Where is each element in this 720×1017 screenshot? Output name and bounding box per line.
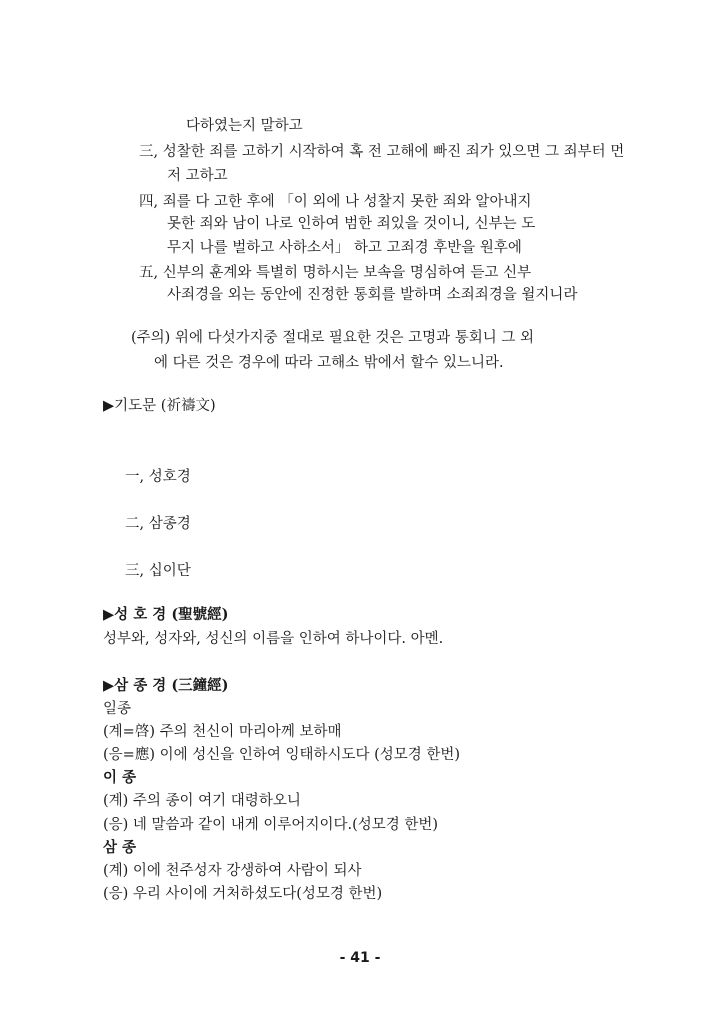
text-line: (계=啓) 주의 천신이 마리아께 보하매 [103, 724, 342, 740]
text-line: (계) 이에 천주성자 강생하여 사람이 되사 [103, 863, 362, 879]
text-line: 저 고하고 [167, 168, 228, 184]
text-line: 五, 신부의 훈계와 특별히 명하시는 보속을 명심하여 듣고 신부 [139, 265, 532, 281]
section-heading: ▶성 호 경 (聖號經) [103, 606, 229, 623]
text-line: 무지 나를 벌하고 사하소서」 하고 고죄경 후반을 원후에 [167, 240, 522, 256]
list-item: 二, 삼종경 [125, 516, 191, 532]
subheading: 이 종 [103, 769, 137, 786]
text-line: 에 다른 것은 경우에 따라 고해소 밖에서 할수 있느니라. [154, 355, 504, 371]
text-line: 다하였는지 말하고 [186, 118, 303, 134]
text-line: (계) 주의 종이 여기 대령하오니 [103, 793, 301, 809]
subheading: 삼 종 [103, 839, 137, 856]
text-line: (응=應) 이에 성신을 인하여 잉태하시도다 (성모경 한번) [103, 747, 461, 763]
text-line: (주의) 위에 다섯가지중 절대로 필요한 것은 고명과 통회니 그 외 [131, 330, 534, 346]
section-heading: ▶기도문 (祈禱文) [103, 398, 216, 414]
text-line: 성부와, 성자와, 성신의 이름을 인하여 하나이다. 아멘. [103, 631, 444, 647]
text-line: 못한 죄와 남이 나로 인하여 범한 죄있을 것이니, 신부는 도 [167, 216, 536, 232]
page-number: - 41 - [339, 950, 381, 966]
list-item: 三, 십이단 [125, 563, 191, 579]
text-line: (응) 우리 사이에 거처하셨도다(성모경 한번) [103, 886, 383, 902]
text-line: 三, 성찰한 죄를 고하기 시작하여 혹 전 고해에 빠진 죄가 있으면 그 죄부터 먼 [139, 144, 625, 160]
text-line: (응) 네 말씀과 같이 내게 이루어지이다.(성모경 한번) [103, 817, 439, 833]
text-line: 四, 죄를 다 고한 후에 「이 외에 나 성찰지 못한 죄와 알아내지 [139, 194, 532, 210]
section-heading: ▶삼 종 경 (三鐘經) [103, 677, 229, 694]
list-item: 一, 성호경 [125, 469, 191, 485]
text-line: 일종 [103, 701, 132, 717]
text-line: 사죄경을 외는 동안에 진정한 통회를 발하며 소죄죄경을 윌지니라 [167, 287, 578, 303]
